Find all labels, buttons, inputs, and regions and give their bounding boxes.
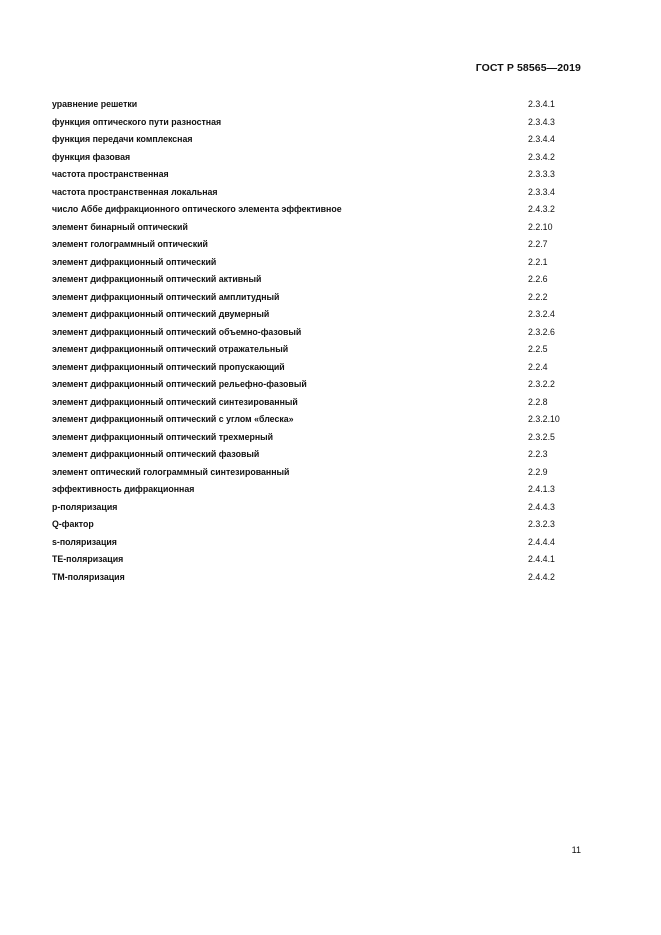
index-ref: 2.4.1.3 xyxy=(528,484,555,494)
document-code: ГОСТ Р 58565—2019 xyxy=(475,62,581,74)
index-term: частота пространственная xyxy=(52,169,169,179)
index-ref: 2.4.4.1 xyxy=(528,554,555,564)
index-ref: 2.3.2.6 xyxy=(528,326,555,337)
index-ref: 2.4.4.4 xyxy=(528,536,555,547)
index-term: элемент дифракционный оптический двумерный xyxy=(52,309,270,319)
index-ref: 2.3.2.5 xyxy=(528,431,555,442)
index-row xyxy=(52,131,582,149)
index-term: элемент дифракционный оптический отражательный xyxy=(52,344,289,354)
index-term: элемент дифракционный оптический активный xyxy=(52,274,262,284)
index-row xyxy=(52,306,582,324)
index-term: эффективность дифракционная xyxy=(52,484,195,494)
index-term: элемент дифракционный оптический амплитудный xyxy=(52,291,280,302)
index-term: элемент дифракционный оптический синтезированный xyxy=(52,396,298,407)
index-row xyxy=(52,359,582,377)
index-term: элемент дифракционный оптический фазовый xyxy=(52,449,260,459)
index-ref: 2.2.7 xyxy=(528,239,548,249)
index-row xyxy=(52,551,582,569)
index-term: элемент дифракционный оптический с углом «блеска» xyxy=(52,414,294,424)
index-ref: 2.3.4.1 xyxy=(528,99,555,109)
index-term: TE-поляризация xyxy=(52,554,124,564)
index-row xyxy=(52,166,582,184)
index-ref: 2.3.4.4 xyxy=(528,134,555,144)
index-row xyxy=(52,254,582,272)
index-row xyxy=(52,271,582,289)
index-ref: 2.2.9 xyxy=(528,466,548,477)
index-ref: 2.2.10 xyxy=(528,221,553,232)
index-term: элемент дифракционный оптический трехмерный xyxy=(52,431,274,442)
index-row xyxy=(52,149,582,167)
term-index-list xyxy=(52,96,582,586)
index-ref: 2.3.4.3 xyxy=(528,116,555,127)
index-ref: 2.2.4 xyxy=(528,361,548,372)
index-term: р-поляризация xyxy=(52,501,118,512)
index-row xyxy=(52,96,582,114)
index-row xyxy=(52,429,582,447)
index-row xyxy=(52,236,582,254)
index-term: TM-поляризация xyxy=(52,571,125,582)
index-row xyxy=(52,184,582,202)
index-row xyxy=(52,481,582,499)
index-row xyxy=(52,219,582,237)
index-term: элемент голограммный оптический xyxy=(52,239,208,249)
index-term: число Аббе дифракционного оптического элемента эффективное xyxy=(52,204,342,214)
index-term: элемент дифракционный оптический пропускающий xyxy=(52,361,285,372)
index-row xyxy=(52,394,582,412)
index-row xyxy=(52,464,582,482)
index-row xyxy=(52,114,582,132)
index-ref: 2.4.4.3 xyxy=(528,501,555,512)
index-term: частота пространственная локальная xyxy=(52,186,218,197)
index-row xyxy=(52,201,582,219)
index-row xyxy=(52,324,582,342)
index-row xyxy=(52,376,582,394)
index-term: функция оптического пути разностная xyxy=(52,116,222,127)
index-ref: 2.3.2.3 xyxy=(528,519,555,529)
index-ref: 2.2.2 xyxy=(528,291,548,302)
index-term: элемент бинарный оптический xyxy=(52,221,188,232)
index-ref: 2.3.2.10 xyxy=(528,414,560,424)
index-term: элемент оптический голограммный синтезированный xyxy=(52,466,290,477)
index-term: уравнение решетки xyxy=(52,99,138,109)
index-row xyxy=(52,534,582,552)
index-ref: 2.2.8 xyxy=(528,396,548,407)
index-ref: 2.2.1 xyxy=(528,256,548,267)
index-term: элемент дифракционный оптический объемно-фазовый xyxy=(52,326,302,337)
index-term: функция передачи комплексная xyxy=(52,134,193,144)
index-ref: 2.3.3.4 xyxy=(528,186,555,197)
index-row xyxy=(52,516,582,534)
index-row xyxy=(52,341,582,359)
index-ref: 2.3.3.3 xyxy=(528,169,555,179)
index-ref: 2.4.3.2 xyxy=(528,204,555,214)
index-term: элемент дифракционный оптический рельефно-фазовый xyxy=(52,379,307,389)
index-row xyxy=(52,289,582,307)
index-row xyxy=(52,569,582,587)
index-ref: 2.2.6 xyxy=(528,274,548,284)
index-ref: 2.3.4.2 xyxy=(528,151,555,162)
page-number: 11 xyxy=(571,845,581,855)
index-row xyxy=(52,499,582,517)
index-row xyxy=(52,411,582,429)
index-ref: 2.3.2.2 xyxy=(528,379,555,389)
index-term: Q-фактор xyxy=(52,519,94,529)
index-row xyxy=(52,446,582,464)
index-term: функция фазовая xyxy=(52,151,131,162)
index-ref: 2.2.5 xyxy=(528,344,548,354)
index-ref: 2.4.4.2 xyxy=(528,571,555,582)
index-ref: 2.3.2.4 xyxy=(528,309,555,319)
index-ref: 2.2.3 xyxy=(528,449,548,459)
index-term: s-поляризация xyxy=(52,536,117,547)
index-term: элемент дифракционный оптический xyxy=(52,256,217,267)
